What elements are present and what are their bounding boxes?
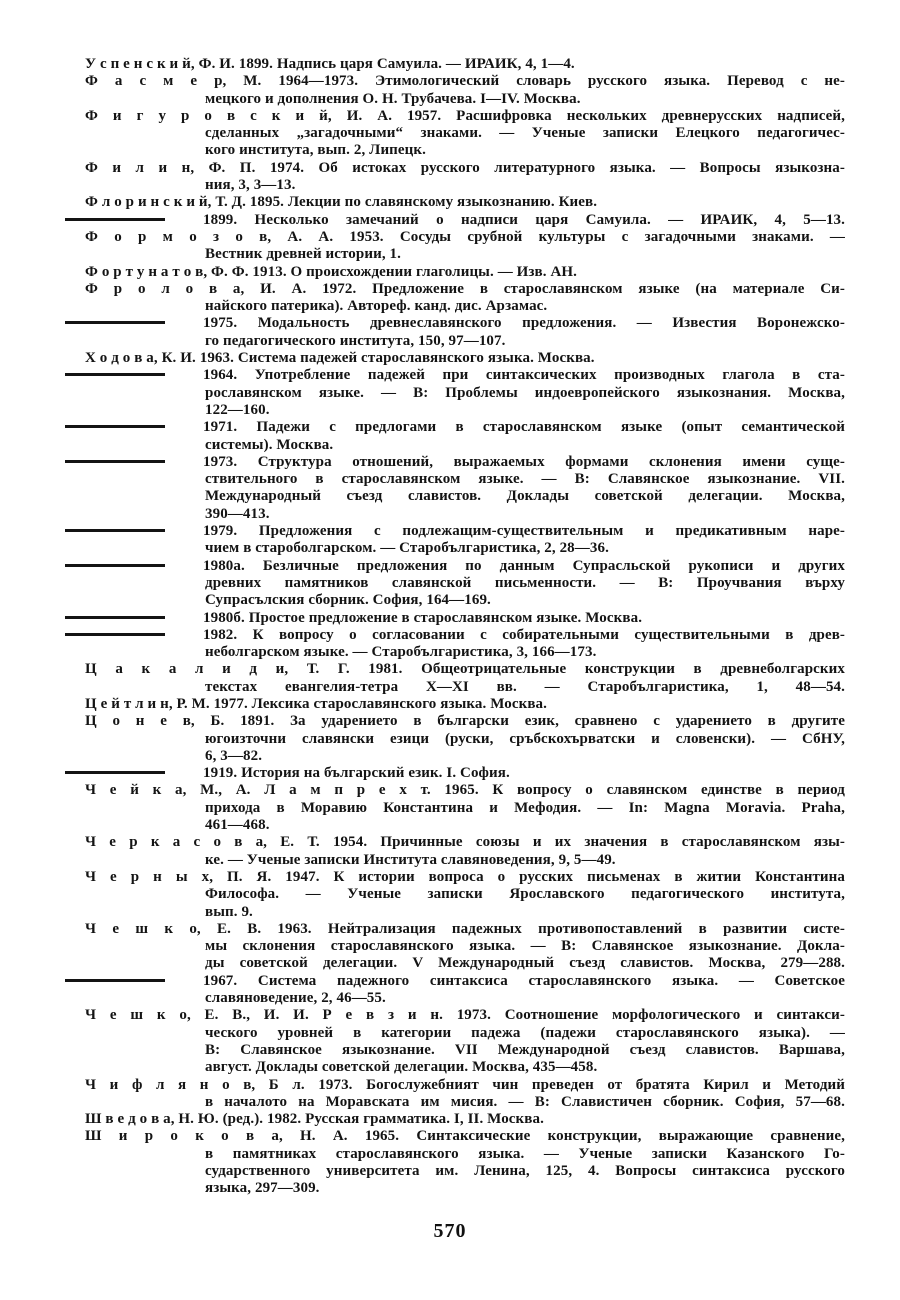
bib-entry [85, 661, 845, 696]
bib-line: 6, 3—82. [205, 747, 263, 764]
bib-line: Ц а к а л и д и, Т. Г. 1981. Общеотрицательные конструкции в древнеболгарских [85, 661, 845, 678]
bib-line: Ф л о р и н с к и й, Т. Д. 1895. Лекции по славянскому языкознанию. Киев. [85, 194, 598, 211]
bib-line: Супрасълския сборник. София, 164—169. [205, 592, 491, 609]
bib-line: го педагогического института, 150, 97—107. [205, 332, 506, 349]
bib-entry [85, 523, 845, 558]
bib-entry [85, 765, 845, 782]
bib-entry [85, 973, 845, 1008]
bib-entry [85, 558, 845, 610]
bib-line: 1919. История на българский език. I. София. [85, 765, 845, 782]
bib-line: текстах евангелия-тетра X—XI вв. — Старобългаристика, 1, 48—54. [205, 678, 845, 695]
bib-line: ния, 3, 3—13. [205, 177, 296, 194]
bib-line: Ф и л и н, Ф. П. 1974. Об истоках русского литературного языка. — Вопросы языкозна- [85, 159, 845, 176]
bib-line: 1899. Несколько замечаний о надписи царя Самуила. — ИРАИК, 4, 5—13. [85, 212, 845, 229]
bib-line: сделанных „загадочными“ знаками. — Ученые записки Елецкого педагогичес- [205, 125, 845, 142]
bib-line: 461—468. [205, 817, 270, 834]
bib-line: ствительного в старославянском языке. — В: Славянское языкознание. VII. [205, 471, 845, 488]
repeat-author-dash [65, 460, 165, 463]
bib-line: Ч и ф л я н о в, Б л. 1973. Богослужебният чин преведен от братята Кирил и Методий [85, 1076, 845, 1093]
bib-line: кого института, вып. 2, Липецк. [205, 142, 427, 159]
page-number: 570 [433, 1220, 467, 1242]
bib-line: Ш и р о к о в а, Н. А. 1965. Синтаксические конструкции, выражающие сравнение, [85, 1128, 845, 1145]
bib-line: вып. 9. [205, 903, 253, 920]
repeat-author-dash [65, 564, 165, 567]
bib-line: Философа. — Ученые записки Ярославского педагогического института, [205, 886, 845, 903]
bib-entry [85, 73, 845, 108]
bib-entry [85, 56, 845, 73]
bib-line: Ф о р т у н а т о в, Ф. Ф. 1913. О происхождении глаголицы. — Изв. АН. [85, 263, 577, 280]
bib-entry [85, 454, 845, 523]
bib-line: Ш в е д о в а, Н. Ю. (ред.). 1982. Русская грамматика. I, II. Москва. [85, 1111, 544, 1128]
bib-line: 1980б. Простое предложение в старославянском языке. Москва. [85, 610, 845, 627]
repeat-author-dash [65, 529, 165, 532]
bib-entry [85, 350, 845, 367]
repeat-author-dash [65, 218, 165, 221]
bib-line: ке. — Ученые записки Института славяноведения, 9, 5—49. [205, 851, 616, 868]
bib-entry [85, 869, 845, 921]
bib-line: август. Доклады советской делегации. Москва, 435—458. [205, 1059, 598, 1076]
bib-line: Вестник древней истории, 1. [205, 246, 401, 263]
bib-line: 1980а. Безличные предложения по данным Супрасльской рукописи и других [85, 558, 845, 575]
bib-line: Ц о н е в, Б. 1891. За ударението в български език, сравнено с ударението в другите [85, 713, 845, 730]
bib-line: Ч е ш к о, Е. В., И. И. Р е в з и н. 1973. Соотношение морфологического и синтакси- [85, 1007, 845, 1024]
repeat-author-dash [65, 373, 165, 376]
bib-line: мецкого и дополнения О. Н. Трубачева. I—IV. Москва. [205, 90, 581, 107]
bib-line: югоизточни славянски езици (руски, сръбскохърватски и словенски). — СбНУ, [205, 730, 845, 747]
repeat-author-dash [65, 771, 165, 774]
bib-line: системы). Москва. [205, 436, 334, 453]
bib-entry [85, 264, 845, 281]
bib-line: прихода в Моравию Константина и Мефодия. — In: Magna Moravia. Praha, [205, 799, 845, 816]
bibliography-list [85, 56, 845, 1198]
bib-line: древних памятников славянской письменности. — В: Проучвания върху [205, 574, 845, 591]
bib-line: 1982. К вопросу о согласовании с собирательными существительными в древ- [85, 627, 845, 644]
bib-line: 390—413. [205, 505, 270, 522]
bib-line: Ц е й т л и н, Р. М. 1977. Лексика старославянского языка. Москва. [85, 695, 548, 712]
bib-line: Ч е р к а с о в а, Е. Т. 1954. Причинные союзы и их значения в старославянском язы- [85, 834, 845, 851]
bib-line: в памятниках старославянского языка. — Ученые записки Казанского Го- [205, 1145, 845, 1162]
bib-line: 1979. Предложения с подлежащим-существительным и предикативным наре- [85, 523, 845, 540]
bib-entry [85, 160, 845, 195]
bib-entry [85, 696, 845, 713]
bib-entry [85, 419, 845, 454]
bib-line: 1967. Система падежного синтаксиса старославянского языка. — Советское [85, 973, 845, 990]
bib-line: ды советской делегации. V Международный съезд славистов. Москва, 279—288. [205, 955, 845, 972]
repeat-author-dash [65, 321, 165, 324]
bib-entry [85, 782, 845, 834]
bib-line: сударственного университета им. Ленина, 125, 4. Вопросы синтаксиса русского [205, 1163, 845, 1179]
bib-line: В: Славянское языкознание. VII Международной съезд славистов. Варшава, [205, 1041, 845, 1058]
bib-entry [85, 610, 845, 627]
bib-entry [85, 315, 845, 350]
bib-line: Ф и г у р о в с к и й, И. А. 1957. Расшифровка нескольких древнерусских надписей, [85, 107, 845, 124]
bib-line: рославянском языке. — В: Проблемы индоевропейского языкознания. Москва, [205, 384, 845, 401]
repeat-author-dash [65, 633, 165, 636]
bib-line: Ч е р н ы х, П. Я. 1947. К истории вопроса о русских письменах в житии Константина [85, 868, 845, 885]
bib-line: 1964. Употребление падежей при синтаксических производных глагола в ста- [85, 367, 845, 384]
bib-line: 1973. Структура отношений, выражаемых формами склонения имени суще- [85, 454, 845, 471]
repeat-author-dash [65, 425, 165, 428]
bib-line: 122—160. [205, 401, 270, 418]
bib-entry [85, 281, 845, 316]
bib-line: Международный съезд славистов. Доклады советской делегации. Москва, [205, 488, 845, 505]
bib-entry [85, 713, 845, 765]
bib-line: ческого уровней в категории падежа (падежи старославянского языка). — [205, 1024, 845, 1041]
bib-line: мы склонения старославянского языка. — В: Славянское языкознание. Докла- [205, 938, 845, 955]
bib-line: в началото на Моравската им мисия. — В: Славистичен сборник. София, 57—68. [205, 1093, 845, 1110]
bib-line: Ч е ш к о, Е. В. 1963. Нейтрализация падежных противопоставлений в развитии систе- [85, 920, 845, 937]
bib-entry [85, 212, 845, 229]
repeat-author-dash [65, 979, 165, 982]
bib-entry [85, 834, 845, 869]
bib-line: Ф а с м е р, М. 1964—1973. Этимологический словарь русского языка. Перевод с не- [85, 73, 845, 90]
bib-entry [85, 921, 845, 973]
bib-entry [85, 229, 845, 264]
bib-line: славяноведение, 2, 46—55. [205, 990, 386, 1007]
bib-line: 1975. Модальность древнеславянского предложения. — Известия Воронежско- [85, 315, 845, 332]
bib-entry [85, 1007, 845, 1076]
bib-entry [85, 1111, 845, 1128]
bib-line: Х о д о в а, К. И. 1963. Система падежей старославянского языка. Москва. [85, 350, 595, 367]
bib-line: неболгарском языке. — Старобългаристика, 3, 166—173. [205, 644, 597, 661]
bib-line: языка, 297—309. [205, 1180, 320, 1197]
bib-line: Ч е й к а, М., А. Л а м п р е х т. 1965. К вопросу о славянском единстве в период [85, 782, 845, 799]
bib-entry [85, 1077, 845, 1112]
bib-line: найского патерика). Автореф. канд. дис. Арзамас. [205, 298, 548, 315]
bib-entry [85, 367, 845, 419]
bib-line: Ф р о л о в а, И. А. 1972. Предложение в старославянском языке (на материале Си- [85, 280, 845, 297]
bib-line: У с п е н с к и й, Ф. И. 1899. Надпись царя Самуила. — ИРАИК, 4, 1—4. [85, 56, 575, 72]
bib-entry [85, 627, 845, 662]
bib-line: 1971. Падежи с предлогами в старославянском языке (опыт семантической [85, 419, 845, 436]
bib-entry [85, 108, 845, 160]
repeat-author-dash [65, 616, 165, 619]
bib-line: Ф о р м о з о в, А. А. 1953. Сосуды срубной культуры с загадочными знаками. — [85, 228, 845, 245]
bib-line: чием в староболгарском. — Старобългаристика, 2, 28—36. [205, 540, 609, 557]
bib-entry [85, 194, 845, 211]
bib-entry [85, 1128, 845, 1197]
